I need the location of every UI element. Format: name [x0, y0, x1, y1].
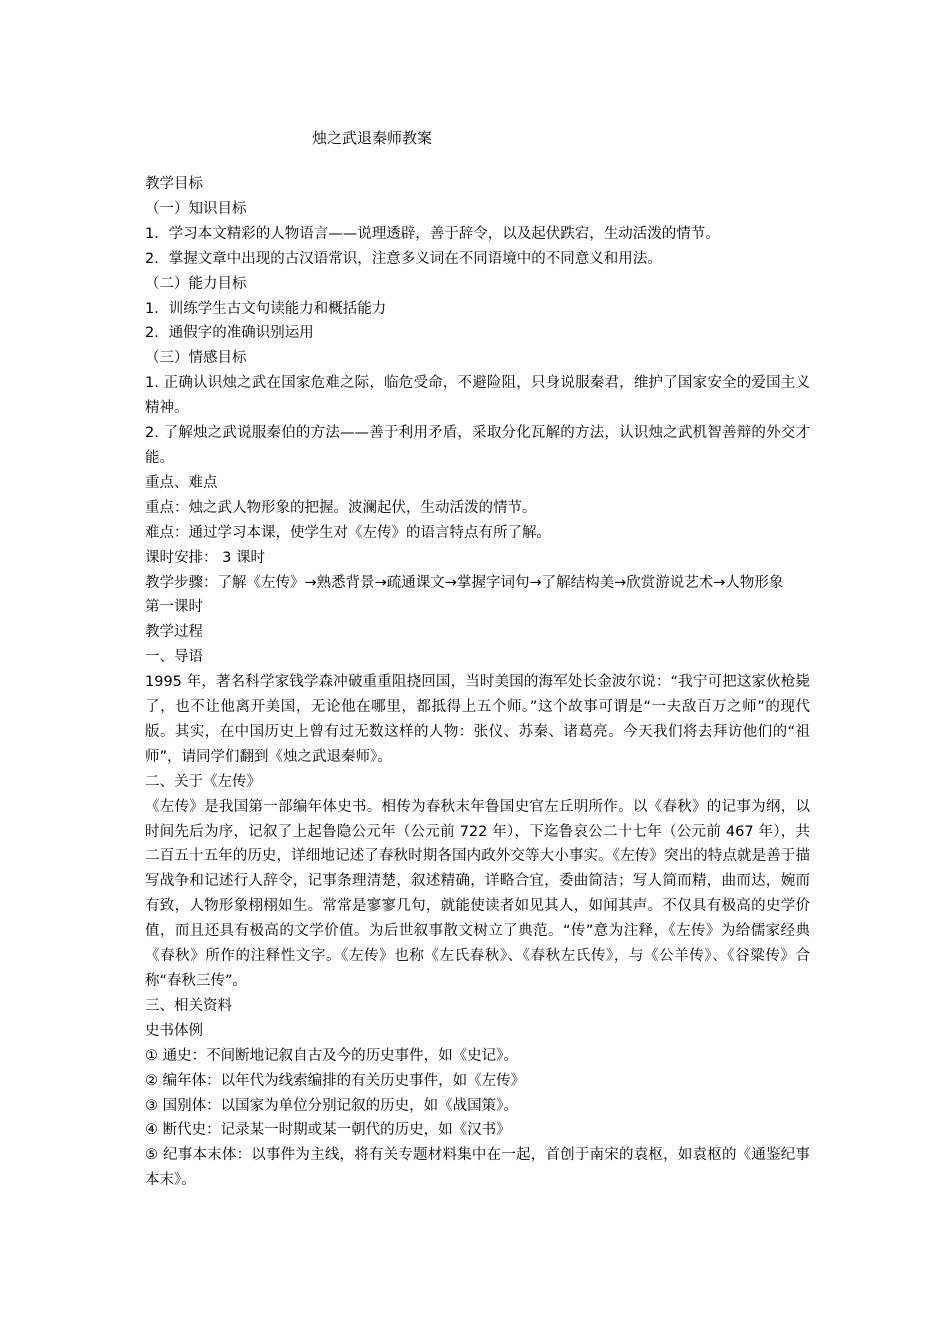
format-item-5: ⑤ 纪事本末体：以事件为主线，将有关专题材料集中在一起，首创于南宋的袁枢，如袁枢的《通鉴纪事本末》。 [145, 1147, 810, 1189]
document-body [145, 172, 810, 1193]
zuozhuan-paragraph: 《左传》是我国第一部编年体史书。相传为春秋末年鲁国史官左丘明所作。以《春秋》的记事为纲，以时间先后为序，记叙了上起鲁隐公元年（公元前 722 年），下迄鲁哀公二十七年（公元前 467 年），共二百五十五年的历史，详细地记述了春秋时期各国内政外交等大小事实。《左传》突出的特点就是善于描写战争和记述行人辞令，记事条理清楚，叙述精确，详略合宜，委曲简洁；写人简而精，曲而达，婉而有致，人物形象栩栩如生。常常是寥寥几句，就能使读者如见其人，如闻其声。不仅具有极高的史学价值，而且还具有极高的文学价值。为后世叙事散文树立了典范。“传”意为注释，《左传》为给儒家经典《春秋》所作的注释性文字。《左传》也称《左氏春秋》、《春秋左氏传》，与《公羊传》、《谷粱传》合称“春秋三传”。 [145, 798, 810, 989]
knowledge-goal-1: 1．学习本文精彩的人物语言——说理透辟，善于辞令，以及起伏跌宕，生动活泼的情节。 [145, 225, 720, 242]
subheading-knowledge-goals: （一）知识目标 [145, 200, 247, 217]
heading-about-zuozhuan: 二、关于《左传》 [145, 773, 261, 790]
subheading-emotion-goals: （三）情感目标 [145, 350, 247, 367]
key-point: 重点：烛之武人物形象的把握。波澜起伏，生动活泼的情节。 [145, 499, 537, 516]
emotion-goal-2: 2. 了解烛之武说服秦伯的方法——善于利用矛盾，采取分化瓦解的方法，认识烛之武机智善辩的外交才能。 [145, 425, 810, 466]
format-item-4: ④ 断代史：记录某一时期或某一朝代的历史，如《汉书》 [145, 1122, 511, 1139]
heading-introduction: 一、导语 [145, 649, 203, 666]
emotion-goal-1: 1. 正确认识烛之武在国家危难之际，临危受命，不避险阻，只身说服秦君，维护了国家安全的爱国主义精神。 [145, 375, 810, 417]
ability-goal-2: 2．通假字的准确识别运用 [145, 325, 314, 342]
heading-teaching-process: 教学过程 [145, 624, 203, 641]
introduction-paragraph: 1995 年，著名科学家钱学森冲破重重阻挠回国，当时美国的海军处长金波尔说：“我宁可把这家伙枪毙了，也不让他离开美国，无论他在哪里，都抵得上五个师。”这个故事可谓是“一夫敌百万之师”的现代版。其实，在中国历史上曾有过无数这样的人物：张仪、苏秦、诸葛亮。今天我们将去拜访他们的“祖师”，请同学们翻到《烛之武退秦师》。 [145, 674, 810, 765]
format-item-3: ③ 国别体：以国家为单位分别记叙的历史，如《战国策》。 [145, 1097, 518, 1114]
heading-teaching-goals: 教学目标 [145, 176, 203, 192]
format-item-1: ① 通史：不间断地记叙自古及今的历史事件，如《史记》。 [145, 1047, 518, 1064]
heading-first-lesson: 第一课时 [145, 599, 203, 616]
heading-related-materials: 三、相关资料 [145, 997, 232, 1014]
format-item-2: ② 编年体：以年代为线索编排的有关历史事件，如《左传》 [145, 1072, 526, 1089]
document-title: 烛之武退秦师教案 [312, 129, 433, 147]
heading-key-points: 重点、难点 [145, 474, 218, 491]
knowledge-goal-2: 2．掌握文章中出现的古汉语常识，注意多义词在不同语境中的不同意义和用法。 [145, 250, 662, 267]
difficult-point: 难点：通过学习本课，使学生对《左传》的语言特点有所了解。 [145, 524, 551, 541]
subheading-ability-goals: （二）能力目标 [145, 275, 247, 292]
subheading-history-formats: 史书体例 [145, 1022, 203, 1039]
class-hours: 课时安排： 3 课时 [145, 549, 265, 566]
teaching-steps: 教学步骤：了解《左传》→熟悉背景→疏通课文→掌握字词句→了解结构美→欣赏游说艺术→人物形象 [145, 574, 784, 591]
ability-goal-1: 1．训练学生古文句读能力和概括能力 [145, 300, 387, 317]
